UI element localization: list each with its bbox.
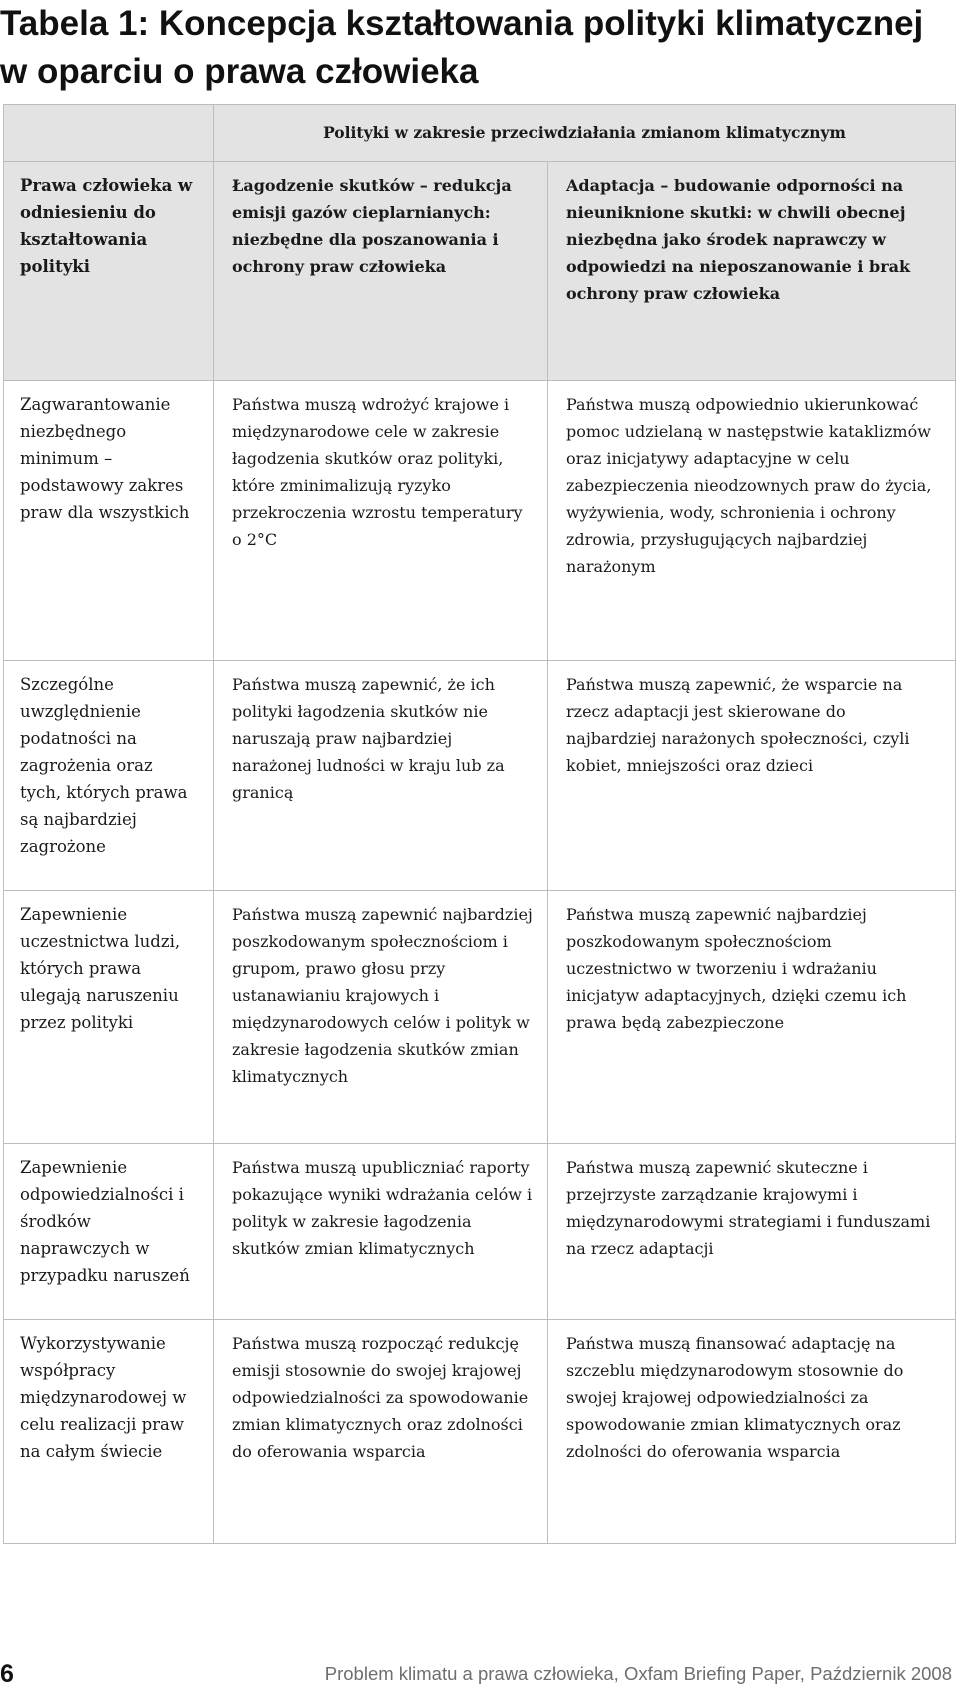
footer-citation: Problem klimatu a prawa człowieka, Oxfam Briefing Paper, Październik 2008: [324, 1663, 952, 1684]
adaptation-cell: Państwa muszą finansować adaptację na szczeblu międzynarodowym stosownie do swojej krajowej odpowiedzialności za spowodowanie zmian klimatycznych oraz zdolności do oferowania wsparcia: [548, 1319, 956, 1543]
policy-table: [3, 104, 956, 1544]
adaptation-cell: Państwa muszą zapewnić, że wsparcie na rzecz adaptacji jest skierowane do najbardziej narażonych społeczności, czyli kobiet, mniejszości oraz dzieci: [548, 661, 956, 891]
mitigation-cell: Państwa muszą wdrożyć krajowe i międzynarodowe cele w zakresie łagodzenia skutków oraz polityki, które zminimalizują ryzyko przekroczenia wzrostu temperatury o 2°C: [214, 381, 548, 661]
adaptation-cell: Państwa muszą odpowiednio ukierunkować pomoc udzielaną w następstwie kataklizmów oraz inicjatywy adaptacyjne w celu zabezpieczenia nieodzownych praw do życia, wyżywienia, wody, schronienia i ochrony zdrowia, przysługujących najbardziej narażonym: [548, 381, 956, 661]
table-row: [4, 1144, 956, 1319]
table-row: [4, 661, 956, 891]
principle-cell: Wykorzystywanie współpracy międzynarodowej w celu realizacji praw na całym świecie: [4, 1319, 214, 1543]
principle-cell: Zagwarantowanie niezbędnego minimum – podstawowy zakres praw dla wszystkich: [4, 381, 214, 661]
table-row: [4, 890, 956, 1144]
page-number: 6: [0, 1660, 14, 1688]
mitigation-cell: Państwa muszą rozpocząć redukcję emisji stosownie do swojej krajowej odpowiedzialności za spowodowanie zmian klimatycznych oraz zdolności do oferowania wsparcia: [214, 1319, 548, 1543]
mitigation-cell: Państwa muszą upubliczniać raporty pokazujące wyniki wdrażania celów i polityk w zakresie łagodzenia skutków zmian klimatycznych: [214, 1144, 548, 1319]
table-row: [4, 1319, 956, 1543]
empty-corner-cell: [4, 105, 214, 162]
table-row: [4, 381, 956, 661]
mitigation-cell: Państwa muszą zapewnić, że ich polityki łagodzenia skutków nie naruszają praw najbardziej narażonej ludności w kraju lub za granicą: [214, 661, 548, 891]
policies-group-header: Polityki w zakresie przeciwdziałania zmianom klimatycznym: [214, 105, 956, 162]
page-title: Tabela 1: Koncepcja kształtowania polityki klimatycznej w oparciu o prawa człowieka: [0, 4, 924, 91]
mitigation-cell: Państwa muszą zapewnić najbardziej poszkodowanym społecznościom i grupom, prawo głosu przy ustanawianiu krajowych i międzynarodowych celów i polityk w zakresie łagodzenia skutków zmian klimatycznych: [214, 890, 548, 1144]
adaptation-cell: Państwa muszą zapewnić skuteczne i przejrzyste zarządzanie krajowymi i międzynarodowymi strategiami i funduszami na rzecz adaptacji: [548, 1144, 956, 1319]
table-top-header-row: [4, 105, 956, 162]
header-mitigation: Łagodzenie skutków – redukcja emisji gazów cieplarnianych: niezbędne dla poszanowania i ochrony praw człowieka: [214, 161, 548, 381]
table-header-row: [4, 161, 956, 381]
principle-cell: Zapewnienie uczestnictwa ludzi, których prawa ulegają naruszeniu przez polityki: [4, 890, 214, 1144]
adaptation-cell: Państwa muszą zapewnić najbardziej poszkodowanym społecznościom uczestnictwo w tworzeniu i wdrażaniu inicjatyw adaptacyjnych, dzięki czemu ich prawa będą zabezpieczone: [548, 890, 956, 1144]
principle-cell: Zapewnienie odpowiedzialności i środków naprawczych w przypadku naruszeń: [4, 1144, 214, 1319]
header-adaptation: Adaptacja – budowanie odporności na nieuniknione skutki: w chwili obecnej niezbędna jako środek naprawczy w odpowiedzi na nieposzanowanie i brak ochrony praw człowieka: [548, 161, 956, 381]
header-human-rights: Prawa człowieka w odniesieniu do kształtowania polityki: [4, 161, 214, 381]
principle-cell: Szczególne uwzględnienie podatności na zagrożenia oraz tych, których prawa są najbardziej zagrożone: [4, 661, 214, 891]
page-footer: [0, 1658, 960, 1690]
